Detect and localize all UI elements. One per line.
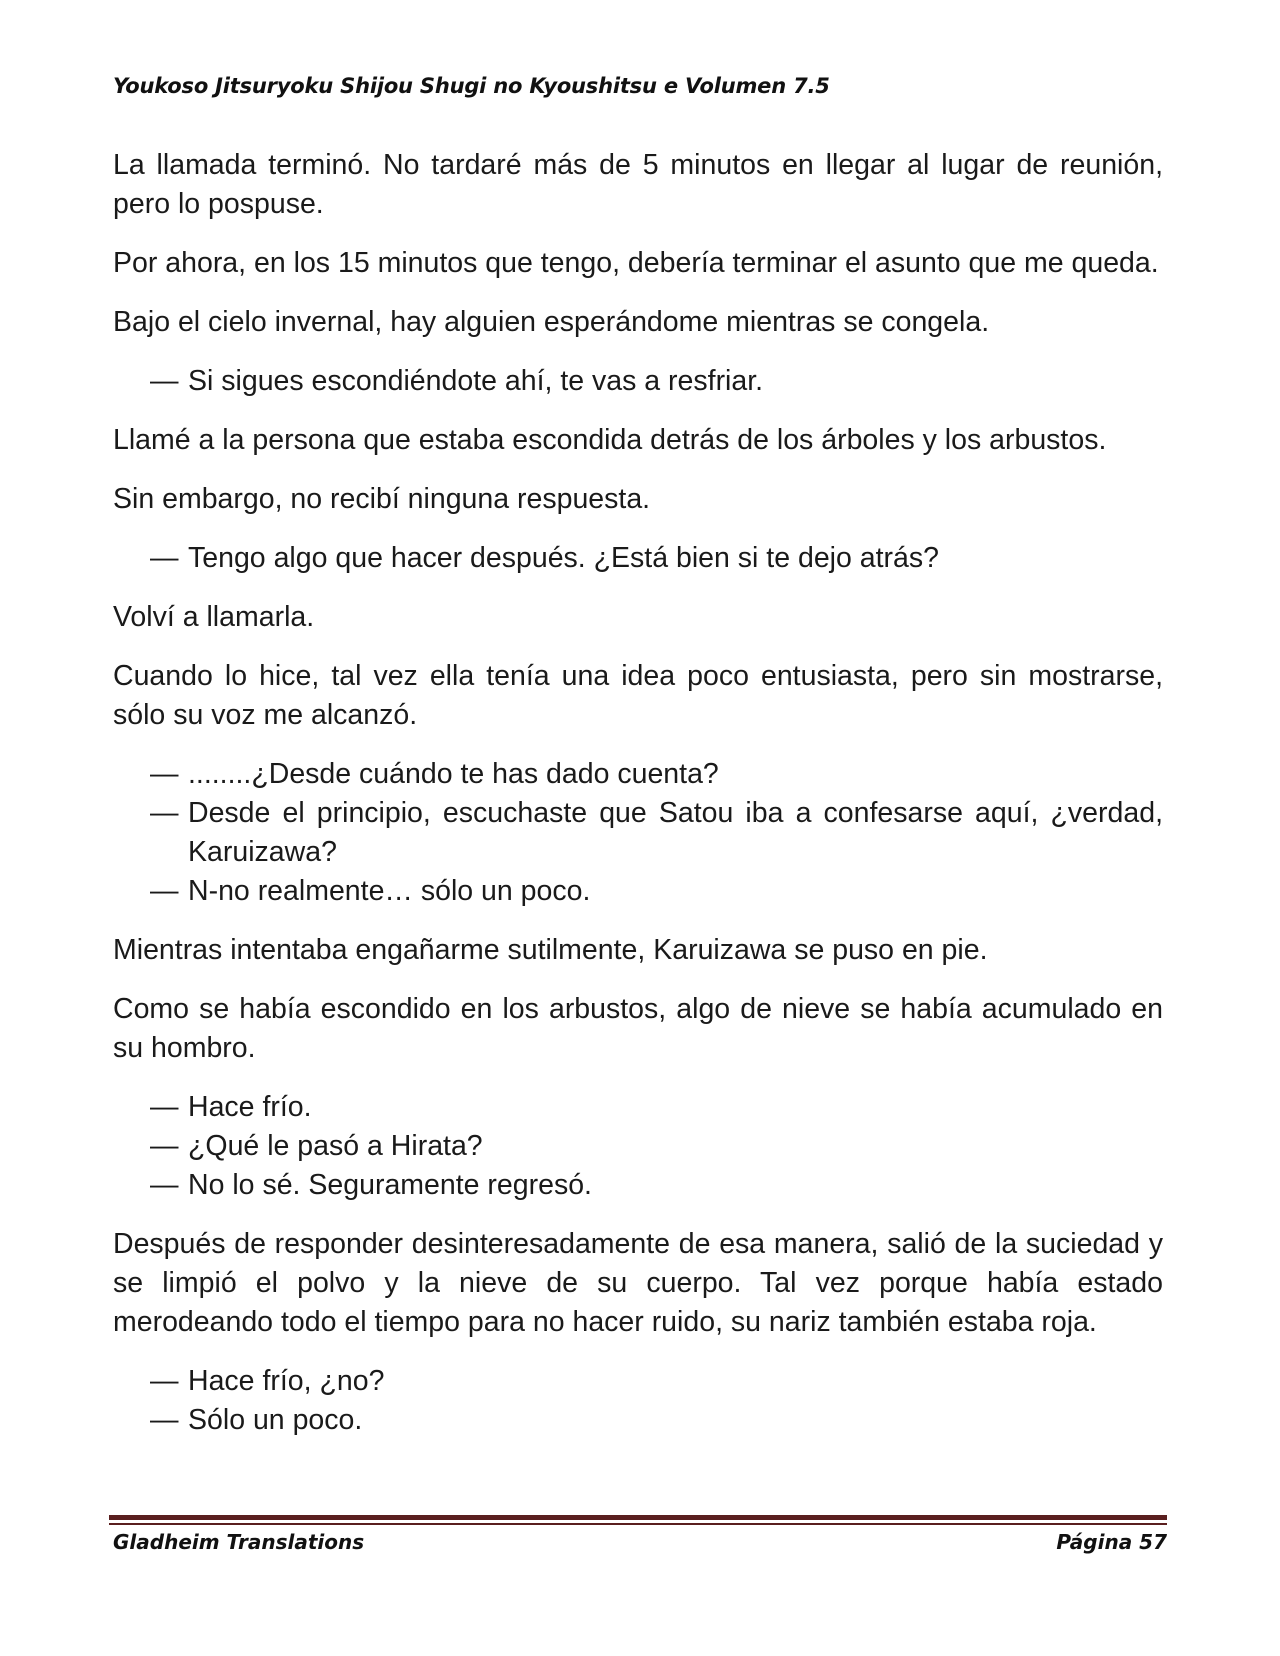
- dialogue-text: ¿Qué le pasó a Hirata?: [188, 1130, 483, 1162]
- footer-page-number: Página 57: [1056, 1530, 1167, 1554]
- dialogue-line: [150, 1362, 1163, 1401]
- dialogue-text: Hace frío, ¿no?: [188, 1365, 385, 1397]
- page-body: [113, 146, 1163, 1460]
- paragraph: Llamé a la persona que estaba escondida detrás de los árboles y los arbustos.: [113, 424, 1107, 456]
- dialogue-line: [150, 1401, 1163, 1440]
- dialogue-line: [150, 755, 1163, 794]
- dialogue-block: [113, 362, 1163, 401]
- dialogue-dash: —: [150, 797, 179, 829]
- dialogue-text: Tengo algo que hacer después. ¿Está bien si te dejo atrás?: [188, 542, 939, 574]
- paragraph: Por ahora, en los 15 minutos que tengo, debería terminar el asunto que me queda.: [113, 247, 1159, 279]
- dialogue-line: [150, 539, 1163, 578]
- dialogue-dash: —: [150, 1404, 179, 1436]
- dialogue-line: [150, 1127, 1163, 1166]
- dialogue-dash: —: [150, 1130, 179, 1162]
- paragraph: Volví a llamarla.: [113, 601, 315, 633]
- dialogue-dash: —: [150, 1091, 179, 1123]
- dialogue-line: [150, 362, 1163, 401]
- dialogue-line: [150, 794, 1163, 872]
- dialogue-text: ........¿Desde cuándo te has dado cuenta?: [188, 758, 719, 790]
- paragraph: Cuando lo hice, tal vez ella tenía una idea poco entusiasta, pero sin mostrarse, sólo su voz me alcanzó.: [113, 660, 1163, 731]
- dialogue-text: N-no realmente… sólo un poco.: [188, 875, 591, 907]
- dialogue-text: Hace frío.: [188, 1091, 312, 1123]
- footer-divider: [109, 1515, 1167, 1520]
- dialogue-block: [113, 755, 1163, 911]
- dialogue-dash: —: [150, 758, 179, 790]
- dialogue-text: Si sigues escondiéndote ahí, te vas a resfriar.: [188, 365, 764, 397]
- dialogue-block: [113, 1362, 1163, 1440]
- dialogue-line: [150, 872, 1163, 911]
- dialogue-dash: —: [150, 365, 179, 397]
- paragraph: La llamada terminó. No tardaré más de 5 minutos en llegar al lugar de reunión, pero lo pospuse.: [113, 149, 1163, 220]
- page-header-title: Youkoso Jitsuryoku Shijou Shugi no Kyoushitsu e Volumen 7.5: [113, 74, 830, 98]
- dialogue-dash: —: [150, 1365, 179, 1397]
- footer-translator-name: Gladheim Translations: [113, 1530, 365, 1554]
- paragraph: Sin embargo, no recibí ninguna respuesta.: [113, 483, 651, 515]
- dialogue-block: [113, 1088, 1163, 1205]
- paragraph: Bajo el cielo invernal, hay alguien esperándome mientras se congela.: [113, 306, 990, 338]
- paragraph: Como se había escondido en los arbustos, algo de nieve se había acumulado en su hombro.: [113, 993, 1163, 1064]
- dialogue-text: Desde el principio, escuchaste que Satou iba a confesarse aquí, ¿verdad, Karuizawa?: [188, 797, 1163, 868]
- dialogue-block: [113, 539, 1163, 578]
- dialogue-dash: —: [150, 542, 179, 574]
- footer-divider-thin: [109, 1523, 1167, 1525]
- paragraph: Después de responder desinteresadamente de esa manera, salió de la suciedad y se limpió el polvo y la nieve de su cuerpo. Tal vez porque había estado merodeando todo el tiempo para no hacer ruido, su nariz también estaba roja.: [113, 1228, 1163, 1338]
- dialogue-text: No lo sé. Seguramente regresó.: [188, 1169, 592, 1201]
- dialogue-dash: —: [150, 875, 179, 907]
- dialogue-line: [150, 1166, 1163, 1205]
- paragraph: Mientras intentaba engañarme sutilmente, Karuizawa se puso en pie.: [113, 934, 988, 966]
- dialogue-text: Sólo un poco.: [188, 1404, 363, 1436]
- dialogue-line: [150, 1088, 1163, 1127]
- dialogue-dash: —: [150, 1169, 179, 1201]
